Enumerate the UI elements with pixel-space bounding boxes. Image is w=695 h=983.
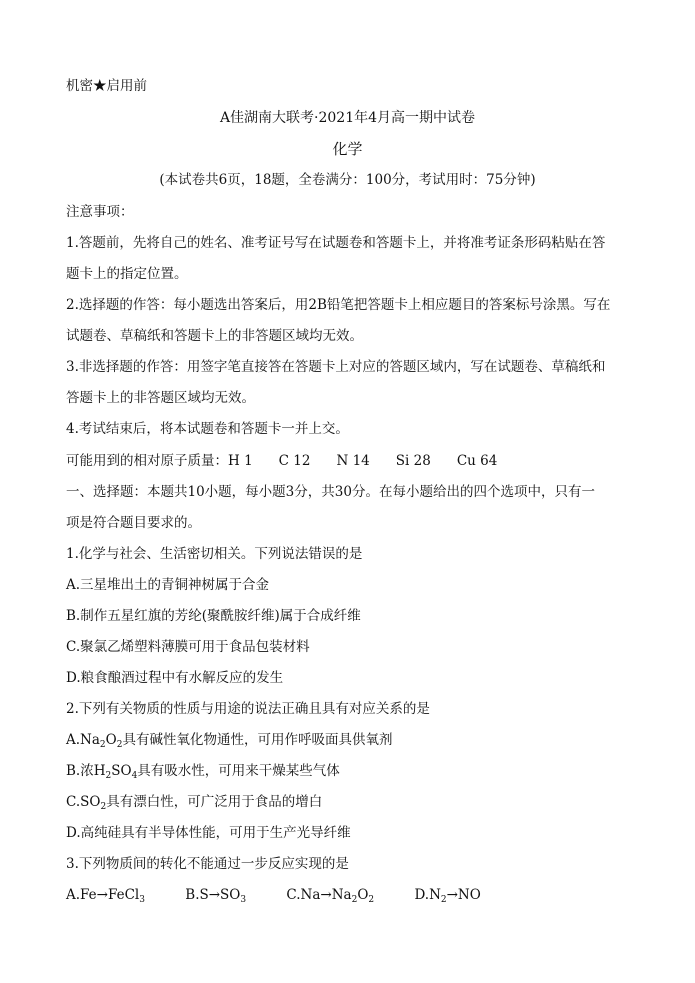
q2-b-text: B.浓H [66,763,106,779]
q2-c-text: C.SO [66,794,101,810]
question-2-option-b [66,762,645,780]
q2-b-mid: SO [111,763,132,779]
q2-c-sub: 2 [100,802,107,812]
q2-a-text: A.Na [66,732,100,748]
question-3-option-d [414,887,480,903]
atomic-mass-line [66,452,645,470]
confidential-mark: 机密★启用前 [66,78,147,94]
notice-item-2-line-1: 2.选择题的作答：每小题选出答案后，用2B铅笔把答题卡上相应题目的答案标号涂黑。写在 [66,297,611,313]
q3-c-sub-1: 2 [351,895,358,905]
q3-d-text: D.N [414,887,441,903]
question-2-option-a [66,731,645,749]
q3-a-text: A.Fe→FeCl [66,887,140,903]
q2-b-sub-2: 4 [131,771,138,781]
question-1-option-b: B.制作五星红旗的芳纶(聚酰胺纤维)属于合成纤维 [66,608,361,624]
q2-a-sub-2: 2 [116,740,123,750]
question-3-option-b [185,887,246,903]
notice-item-3-line-1: 3.非选择题的作答：用签字笔直接答在答题卡上对应的答题区域内，写在试题卷、草稿纸和 [66,359,606,375]
question-2-option-d: D.高纯硅具有半导体性能，可用于生产光导纤维 [66,825,351,841]
q3-b-sub: 3 [240,895,247,905]
atomic-mass-c: C 12 [278,453,311,469]
atomic-mass-h: H 1 [228,453,253,469]
q3-c-text: C.Na→Na [286,887,352,903]
q3-c-mid: O [357,887,369,903]
q3-a-sub: 3 [139,895,145,905]
subject-title: 化学 [332,140,363,158]
q2-a-mid: O [105,732,117,748]
notice-title: 注意事项： [66,204,134,220]
question-2-option-c [66,793,645,811]
notice-item-1-line-1: 1.答题前，先将自己的姓名、准考证号写在试题卷和答题卡上，并将准考证条形码粘贴在答 [66,235,606,251]
notice-item-4: 4.考试结束后，将本试题卷和答题卡一并上交。 [66,421,349,437]
q2-b-post: 具有吸水性，可用来干燥某些气体 [137,763,340,779]
q3-b-text: B.S→SO [185,887,241,903]
q3-d-post: →NO [446,887,481,903]
atomic-mass-si: Si 28 [395,453,431,469]
question-1-option-c: C.聚氯乙烯塑料薄膜可用于食品包装材料 [66,639,310,655]
notice-item-1-line-2: 题卡上的指定位置。 [66,266,188,282]
question-1-stem: 1.化学与社会、生活密切相关。下列说法错误的是 [66,546,363,562]
question-3-option-a [66,887,145,903]
q3-c-sub-2: 2 [368,895,375,905]
q2-b-sub-1: 2 [105,771,112,781]
question-3-options [66,886,645,904]
atomic-mass-n: N 14 [336,453,370,469]
notice-item-2-line-2: 试题卷、草稿纸和答题卡上的非答题区域均无效。 [66,328,363,344]
question-2-stem: 2.下列有关物质的性质与用途的说法正确且具有对应关系的是 [66,701,430,717]
notice-item-3-line-2: 答题卡上的非答题区域均无效。 [66,390,255,406]
exam-info: (本试卷共6页，18题，全卷满分：100分，考试用时：75分钟) [159,172,536,188]
section-1-line-2: 项是符合题目要求的。 [66,515,201,531]
question-3-stem: 3.下列物质间的转化不能通过一步反应实现的是 [66,856,349,872]
q2-c-post: 具有漂白性，可广泛用于食品的增白 [106,794,323,810]
q2-a-post: 具有碱性氧化物通性，可用作呼吸面具供氧剂 [122,732,393,748]
atomic-mass-label: 可能用到的相对原子质量： [66,453,228,469]
atomic-mass-cu: Cu 64 [456,453,498,469]
q2-a-sub-1: 2 [99,740,106,750]
exam-title: A佳湖南大联考·2021年4月高一期中试卷 [219,110,476,126]
question-1-option-a: A.三星堆出土的青铜神树属于合金 [66,577,270,593]
q3-d-sub: 2 [440,895,447,905]
section-1-line-1: 一、选择题：本题共10小题，每小题3分，共30分。在每小题给出的四个选项中，只有一 [66,484,595,500]
question-3-option-c [286,887,374,903]
question-1-option-d: D.粮食酿酒过程中有水解反应的发生 [66,670,284,686]
